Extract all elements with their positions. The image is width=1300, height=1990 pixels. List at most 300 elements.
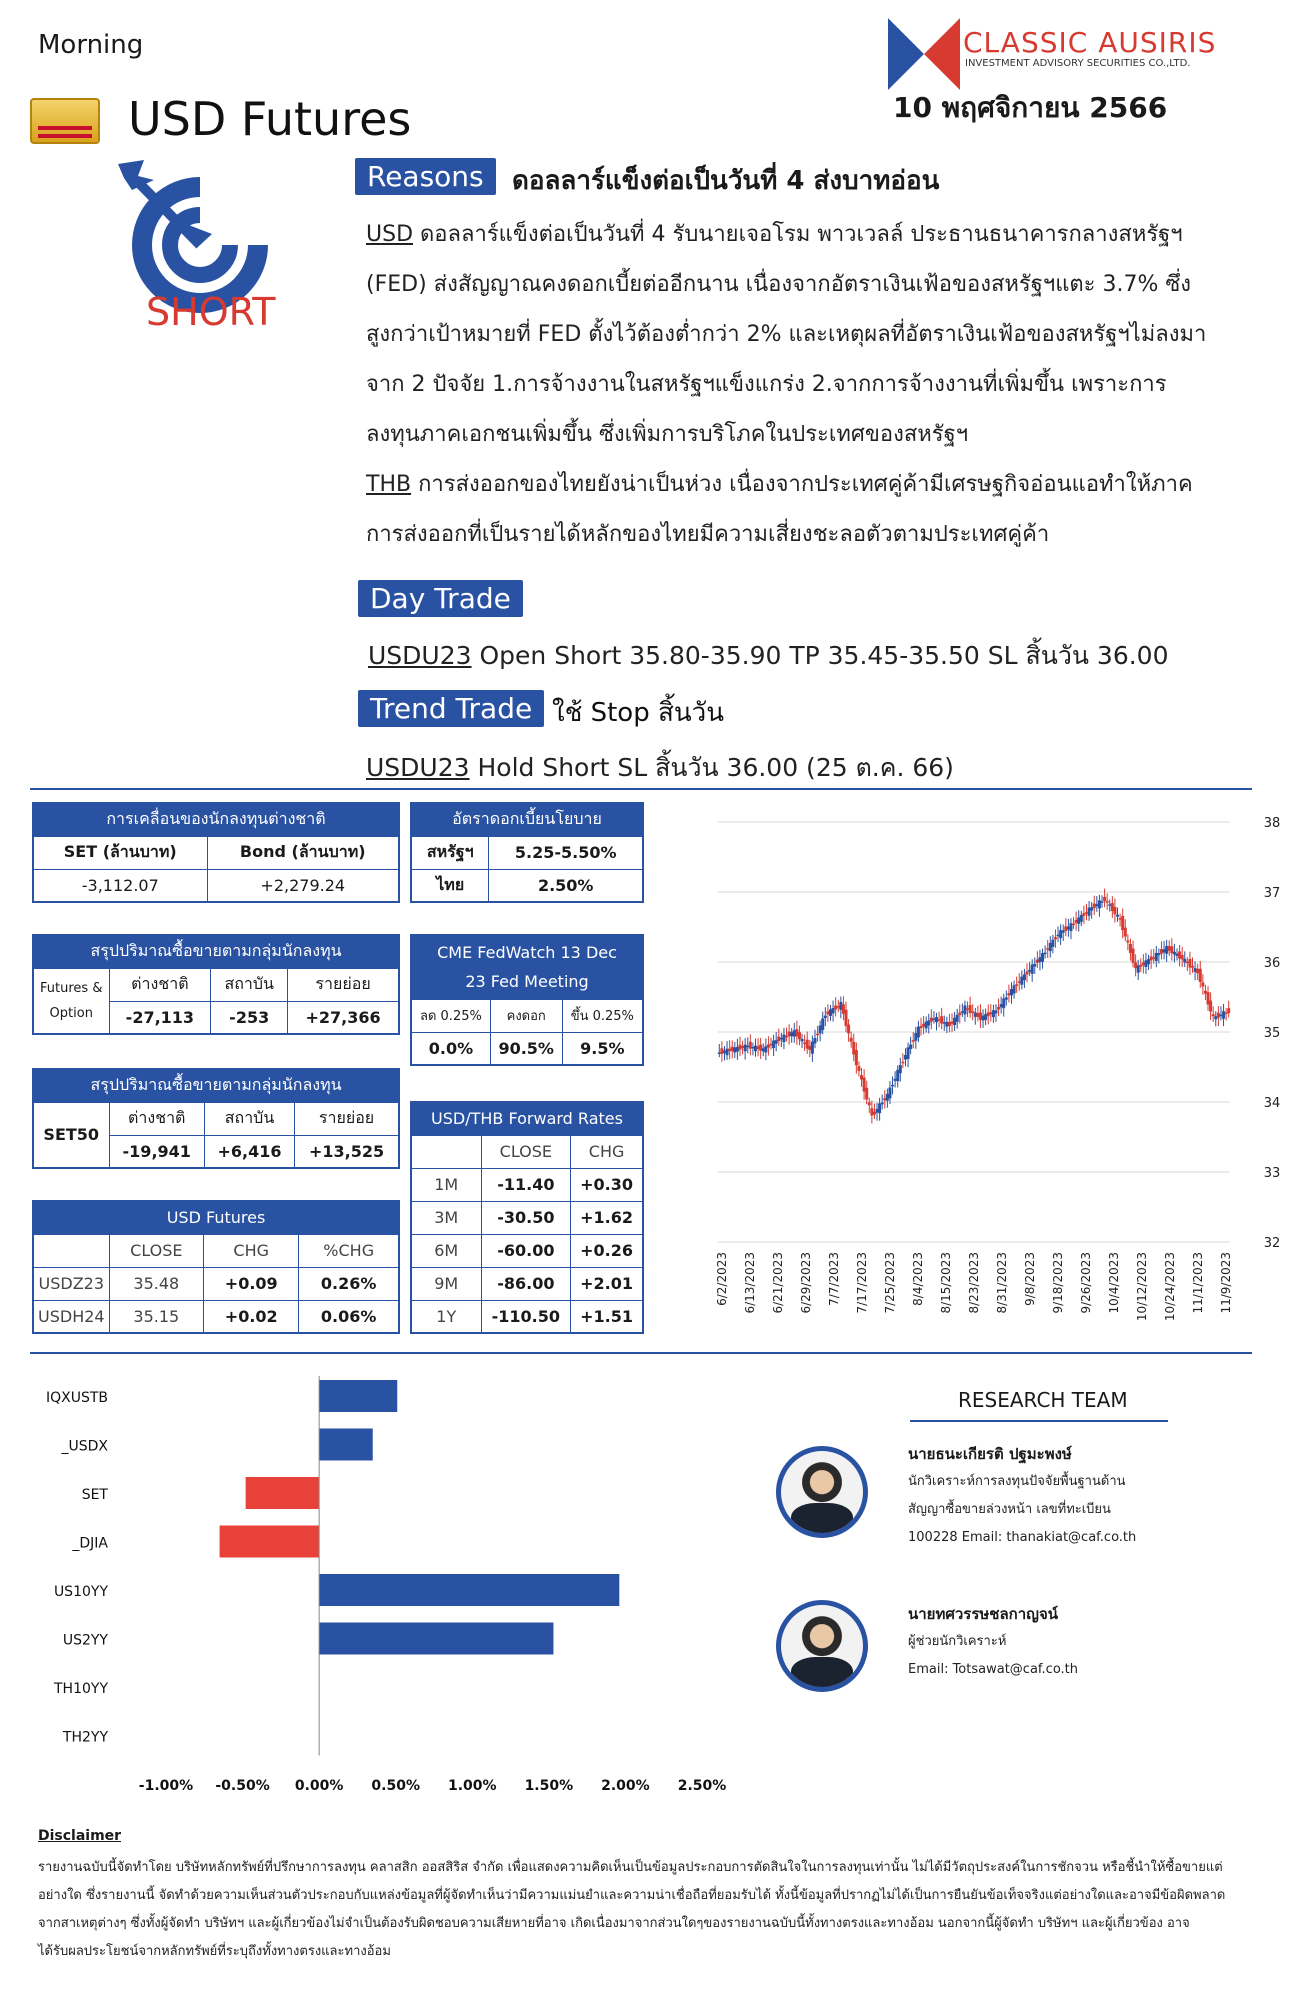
- candle-body: [726, 1049, 729, 1055]
- x-tick-label: 1.50%: [524, 1778, 574, 1794]
- candle-body: [899, 1065, 902, 1073]
- candle-body: [795, 1029, 798, 1036]
- candle-body: [1199, 969, 1202, 982]
- candle-body: [1225, 1013, 1228, 1015]
- member-name: นายธนะเกียรติ ปฐมะพงษ์: [908, 1445, 1072, 1463]
- candle-body: [772, 1041, 775, 1048]
- candle-body: [979, 1013, 982, 1020]
- candle-body: [873, 1112, 876, 1115]
- candle-body: [886, 1094, 889, 1101]
- candle-body: [1201, 982, 1204, 986]
- candle-body: [1036, 960, 1039, 963]
- candle-body: [1134, 962, 1137, 968]
- x-tick-label: 11/9/2023: [1219, 1252, 1233, 1314]
- set50-v-retail: +13,525: [295, 1135, 399, 1168]
- candle-body: [951, 1022, 954, 1024]
- x-tick-label: 10/4/2023: [1107, 1252, 1121, 1314]
- candle-body: [1015, 984, 1018, 986]
- set50-h-retail: รายย่อย: [295, 1102, 399, 1135]
- candle-body: [1054, 937, 1057, 939]
- candle-body: [803, 1043, 806, 1045]
- candle-body: [770, 1044, 773, 1046]
- policy-rate-us-value: 5.25-5.50%: [489, 836, 643, 869]
- table-row: USDH24 35.15 +0.02 0.06%: [33, 1300, 399, 1333]
- x-tick-label: -0.50%: [215, 1778, 270, 1794]
- x-tick-label: 8/31/2023: [995, 1252, 1009, 1314]
- thb-text-2: การส่งออกที่เป็นรายได้หลักของไทยมีความเสี่ยงชะลอตัวตามประเทศคู่ค้า: [366, 522, 1050, 547]
- candle-body: [1106, 901, 1109, 903]
- research-team-title: RESEARCH TEAM: [958, 1388, 1128, 1412]
- candle-body: [994, 1010, 997, 1013]
- y-tick-label: 37: [1263, 886, 1281, 901]
- candle-body: [1020, 977, 1023, 985]
- set50-h-inst: สถาบัน: [204, 1102, 294, 1135]
- candle-body: [1144, 960, 1147, 967]
- x-tick-label: 7/25/2023: [883, 1252, 897, 1314]
- candle-body: [1188, 959, 1191, 968]
- bar: [319, 1623, 553, 1655]
- candle-body: [824, 1016, 827, 1018]
- candle-body: [1186, 962, 1189, 964]
- candle-body: [1095, 904, 1098, 906]
- category-label: TH10YY: [54, 1681, 108, 1697]
- candle-body: [1124, 928, 1127, 937]
- candle-body: [1160, 949, 1163, 954]
- futures-investor-v-inst: -253: [211, 1001, 288, 1034]
- candle-body: [842, 1004, 845, 1013]
- divider-middle: [30, 1352, 1252, 1354]
- brand-logo-icon: [888, 18, 960, 90]
- candle-body: [953, 1018, 956, 1025]
- futures-investor-table: [32, 934, 400, 1035]
- foreign-flow-set-value: -3,112.07: [33, 869, 207, 902]
- candle-body: [1175, 954, 1178, 956]
- candle-body: [785, 1036, 788, 1038]
- candle-body: [829, 1009, 832, 1015]
- candle-body: [798, 1032, 801, 1039]
- candle-body: [850, 1038, 853, 1042]
- candle-body: [744, 1045, 747, 1052]
- candle-body: [808, 1046, 811, 1050]
- candle-body: [940, 1016, 943, 1023]
- candle-body: [1227, 1008, 1230, 1013]
- fedwatch-table: [410, 934, 644, 1066]
- x-tick-label: 8/23/2023: [967, 1252, 981, 1314]
- candle-body: [1108, 904, 1111, 906]
- candle-body: [788, 1032, 791, 1037]
- candle-body: [1013, 985, 1016, 993]
- set50-v-foreign: -19,941: [109, 1135, 204, 1168]
- candle-body: [914, 1033, 917, 1041]
- member-info: ผู้ช่วยนักวิเคราะห์ Email: Totsawat@caf.co.th: [908, 1634, 1079, 1677]
- policy-rate-us-label: สหรัฐฯ: [411, 836, 489, 869]
- set50-h-foreign: ต่างชาติ: [109, 1102, 204, 1135]
- usd-futures-h-close: CLOSE: [109, 1234, 204, 1267]
- candle-body: [1000, 1004, 1003, 1007]
- candle-body: [938, 1019, 941, 1021]
- candle-body: [963, 1005, 966, 1014]
- candle-body: [837, 1006, 840, 1008]
- candle-body: [974, 1012, 977, 1016]
- candle-body: [987, 1012, 990, 1016]
- candle-body: [855, 1050, 858, 1065]
- candle-body: [969, 1005, 972, 1013]
- candle-body: [943, 1022, 946, 1024]
- candle-body: [1023, 974, 1026, 980]
- x-tick-label: 9/26/2023: [1079, 1252, 1093, 1314]
- candle-body: [1038, 957, 1041, 962]
- candle-body: [1139, 965, 1142, 967]
- candle-body: [1209, 1001, 1212, 1012]
- x-tick-label: -1.00%: [138, 1778, 194, 1794]
- forward-rates-h-close: CLOSE: [481, 1135, 571, 1168]
- candle-body: [989, 1012, 992, 1014]
- candle-body: [1059, 930, 1062, 938]
- y-tick-label: 34: [1263, 1096, 1281, 1111]
- candle-body: [790, 1032, 793, 1036]
- candle-body: [1075, 920, 1078, 923]
- candle-body: [912, 1040, 915, 1042]
- candle-body: [762, 1048, 765, 1051]
- candle-body: [733, 1047, 736, 1052]
- candle-body: [1212, 1014, 1215, 1016]
- session-label: Morning: [38, 30, 144, 60]
- futures-investor-v-foreign: -27,113: [109, 1001, 211, 1034]
- usd-futures-table: [32, 1200, 400, 1334]
- research-team-underline: [910, 1420, 1168, 1422]
- candle-body: [878, 1103, 881, 1113]
- x-tick-label: 0.50%: [371, 1778, 421, 1794]
- x-tick-label: 7/7/2023: [827, 1252, 841, 1306]
- change-bar-chart: [30, 1370, 750, 1810]
- candle-body: [922, 1024, 925, 1027]
- bar: [319, 1429, 373, 1461]
- disclaimer-title: Disclaimer: [38, 1828, 122, 1844]
- candle-body: [1163, 949, 1166, 952]
- candle-body: [1137, 965, 1140, 972]
- day-trade-text: Open Short 35.80-35.90 TP 35.45-35.50 SL สิ้นวัน 36.00: [479, 641, 1169, 670]
- candle-body: [1165, 946, 1168, 954]
- candle-body: [1181, 955, 1184, 959]
- candle-body: [1018, 981, 1021, 983]
- candle-body: [1067, 927, 1070, 930]
- usd-text-3: สูงกว่าเป้าหมายที่ FED ตั้งไว้ต้องต่ำกว่า 2% และเหตุผลที่อัตราเงินเฟ้อของสหรัฐฯไม่ลงมา: [366, 322, 1207, 347]
- futures-investor-label: Futures & Option: [33, 968, 109, 1034]
- member-info: นักวิเคราะห์การลงทุนปัจจัยพื้นฐานด้าน สัญญาซื้อขายล่วงหน้า เลขที่ทะเบียน 100228 Email: thanakiat@caf.co.th: [908, 1474, 1137, 1545]
- table-row: 1M -11.40 +0.30: [411, 1168, 643, 1201]
- category-label: TH2YY: [62, 1729, 108, 1746]
- candle-body: [956, 1015, 959, 1022]
- x-tick-label: 6/29/2023: [799, 1252, 813, 1314]
- category-label: US2YY: [62, 1632, 108, 1649]
- candle-body: [821, 1018, 824, 1029]
- candle-body: [1214, 1016, 1217, 1019]
- y-tick-label: 33: [1263, 1166, 1281, 1181]
- candle-body: [746, 1046, 749, 1048]
- candle-body: [1222, 1011, 1225, 1018]
- forward-rates-h-chg: CHG: [571, 1135, 643, 1168]
- candle-body: [1069, 923, 1072, 931]
- thb-key: THB: [366, 472, 412, 497]
- candle-body: [720, 1048, 723, 1054]
- foreign-flow-title: การเคลื่อนของนักลงทุนต่างชาติ: [33, 803, 399, 836]
- candle-body: [971, 1011, 974, 1013]
- candle-body: [1126, 941, 1129, 943]
- candle-body: [1219, 1015, 1222, 1017]
- x-tick-label: 6/2/2023: [715, 1252, 729, 1306]
- x-tick-label: 10/12/2023: [1135, 1252, 1149, 1322]
- futures-investor-v-retail: +27,366: [288, 1001, 399, 1034]
- foreign-flow-table: [32, 802, 400, 903]
- candle-body: [1207, 992, 1210, 1004]
- foreign-flow-col-set: SET (ล้านบาท): [33, 836, 207, 869]
- x-tick-label: 6/21/2023: [771, 1252, 785, 1314]
- candle-body: [775, 1040, 778, 1044]
- candle-body: [826, 1011, 829, 1014]
- candle-body: [793, 1030, 796, 1036]
- candle-body: [901, 1062, 904, 1064]
- day-trade-tag: Day Trade: [358, 580, 523, 617]
- futures-investor-h-inst: สถาบัน: [211, 968, 288, 1001]
- candle-body: [764, 1046, 767, 1052]
- x-tick-label: 10/24/2023: [1163, 1252, 1177, 1322]
- candle-body: [1168, 946, 1171, 951]
- candle-body: [868, 1102, 871, 1105]
- candle-body: [932, 1019, 935, 1021]
- policy-rate-table: [410, 802, 644, 903]
- candle-body: [1150, 956, 1153, 960]
- fedwatch-title: CME FedWatch 13 Dec 23 Fed Meeting: [411, 935, 643, 999]
- candle-body: [736, 1047, 739, 1051]
- signal-label: SHORT: [146, 290, 276, 334]
- reasons-tag: Reasons: [355, 158, 496, 195]
- candle-body: [738, 1045, 741, 1050]
- x-tick-label: 8/4/2023: [911, 1252, 925, 1306]
- fedwatch-v-hike: 9.5%: [562, 1032, 643, 1065]
- candle-body: [894, 1079, 897, 1081]
- usd-futures-title: USD Futures: [33, 1201, 399, 1234]
- candle-body: [1155, 953, 1158, 961]
- candle-body: [1217, 1013, 1220, 1018]
- candle-body: [1183, 959, 1186, 963]
- candle-body: [857, 1066, 860, 1071]
- candle-body: [767, 1045, 770, 1048]
- candle-body: [958, 1013, 961, 1015]
- candle-body: [1204, 991, 1207, 994]
- x-tick-label: 6/13/2023: [743, 1252, 757, 1314]
- futures-investor-h-foreign: ต่างชาติ: [109, 968, 211, 1001]
- candle-body: [1031, 965, 1034, 974]
- candle-body: [919, 1026, 922, 1028]
- candle-body: [1033, 964, 1036, 967]
- usd-futures-candlestick-chart: [700, 800, 1300, 1360]
- set50-v-inst: +6,416: [204, 1135, 294, 1168]
- candle-body: [834, 1006, 837, 1010]
- day-trade-symbol: USDU23: [368, 641, 472, 670]
- set50-investor-title: สรุปปริมาณซื้อขายตามกลุ่มนักลงทุน: [33, 1069, 399, 1102]
- candle-body: [925, 1022, 928, 1029]
- candle-body: [1085, 912, 1088, 914]
- candle-body: [1121, 916, 1124, 930]
- x-tick-label: 2.50%: [677, 1778, 727, 1794]
- candle-body: [982, 1016, 985, 1021]
- candle-body: [1142, 962, 1145, 965]
- candle-body: [997, 1007, 1000, 1010]
- candle-body: [904, 1055, 907, 1059]
- candle-body: [847, 1025, 850, 1034]
- set50-investor-table: [32, 1068, 400, 1169]
- candle-body: [891, 1085, 894, 1087]
- x-tick-label: 0.00%: [294, 1778, 344, 1794]
- category-label: _DJIA: [72, 1535, 108, 1552]
- category-label: _USDX: [61, 1438, 108, 1455]
- y-tick-label: 36: [1263, 956, 1281, 971]
- candle-body: [816, 1034, 819, 1036]
- reasons-title: ดอลลาร์แข็งต่อเป็นวันที่ 4 ส่งบาทอ่อน: [512, 166, 940, 196]
- candle-body: [1007, 993, 1010, 995]
- y-tick-label: 32: [1263, 1236, 1281, 1251]
- x-tick-label: 7/17/2023: [855, 1252, 869, 1314]
- trend-trade-text: Hold Short SL สิ้นวัน 36.00 (25 ต.ค. 66): [477, 753, 954, 782]
- candle-body: [1119, 918, 1122, 920]
- usd-text-4: จาก 2 ปัจจัย 1.การจ้างงานในสหรัฐฯแข็งแกร่ง 2.จากการจ้างงานที่เพิ่มขึ้น เพราะการ: [366, 372, 1167, 397]
- table-row: 9M -86.00 +2.01: [411, 1267, 643, 1300]
- usd-text-5: ลงทุนภาคเอกชนเพิ่มขึ้น ซึ่งเพิ่มการบริโภคในประเทศของสหรัฐฯ: [366, 422, 969, 447]
- trend-trade-line: [366, 748, 954, 788]
- candle-body: [780, 1038, 783, 1040]
- candle-body: [865, 1088, 868, 1100]
- candle-body: [1194, 968, 1197, 972]
- candle-body: [1178, 951, 1181, 958]
- category-label: US10YY: [53, 1584, 108, 1600]
- candle-body: [845, 1010, 848, 1026]
- usd-text-1: ดอลลาร์แข็งต่อเป็นวันที่ 4 รับนายเจอโรม พาวเวลล์ ประธานธนาคารกลางสหรัฐฯ: [420, 222, 1183, 247]
- candle-body: [896, 1070, 899, 1081]
- candle-body: [948, 1022, 951, 1026]
- candle-body: [876, 1109, 879, 1113]
- foreign-flow-col-bond: Bond (ล้านบาท): [207, 836, 399, 869]
- table-row: 1Y -110.50 +1.51: [411, 1300, 643, 1333]
- y-tick-label: 38: [1263, 816, 1281, 831]
- table-row: 6M -60.00 +0.26: [411, 1234, 643, 1267]
- candle-body: [1002, 998, 1005, 1008]
- candle-body: [863, 1078, 866, 1092]
- candle-body: [888, 1088, 891, 1099]
- x-tick-label: 9/8/2023: [1023, 1252, 1037, 1306]
- futures-investor-h-retail: รายย่อย: [288, 968, 399, 1001]
- avatar: [776, 1600, 868, 1692]
- candle-body: [1041, 953, 1044, 962]
- candle-body: [917, 1027, 920, 1038]
- candle-body: [1062, 930, 1065, 932]
- usd-key: USD: [366, 222, 414, 247]
- candle-body: [1152, 957, 1155, 959]
- candle-body: [1010, 989, 1013, 995]
- candle-body: [1098, 900, 1101, 908]
- foreign-flow-bond-value: +2,279.24: [207, 869, 399, 902]
- candle-body: [1049, 943, 1052, 951]
- candle-body: [1173, 952, 1176, 955]
- candle-body: [1044, 953, 1047, 955]
- candle-body: [1191, 966, 1194, 968]
- candle-body: [1101, 901, 1104, 903]
- candle-body: [1080, 915, 1083, 922]
- policy-rate-th-label: ไทย: [411, 869, 489, 902]
- candle-body: [1132, 949, 1135, 963]
- fedwatch-v-hold: 90.5%: [490, 1032, 562, 1065]
- candle-body: [782, 1035, 785, 1042]
- candle-body: [852, 1042, 855, 1055]
- candle-body: [811, 1042, 814, 1054]
- candle-body: [1077, 918, 1080, 924]
- candle-body: [1064, 926, 1067, 931]
- x-tick-label: 2.00%: [601, 1778, 650, 1794]
- page-title: USD Futures: [128, 92, 412, 146]
- member-name: นายทศวรรษชลกาญจน์: [908, 1605, 1058, 1623]
- candle-body: [1116, 915, 1119, 917]
- candle-body: [870, 1108, 873, 1115]
- x-tick-label: 8/15/2023: [939, 1252, 953, 1314]
- candle-body: [1072, 924, 1075, 926]
- candle-body: [1082, 913, 1085, 916]
- disclaimer-body: รายงานฉบับนี้จัดทำโดย บริษัทหลักทรัพย์ที่ปรึกษาการลงทุน คลาสสิก ออสสิริส จำกัด เพื่อแสดงความคิดเห็นเป็นข้อมูลประกอบการตัดสินใจในการลงทุนเท่านั้น ไม่ได้มีวัตถุประสงค์ในการชักจวน หรือชี้นำให้ซื้อขายแต่ อย่างใด ซึ่งรายงานนี้ จัดทำด้วยความเห็นส่วนตัวประกอบกับแหล่งข้อมูลที่ผู้จัดทำเห็นว่ามีความแม่นยำและความน่าเชื่อถือที่ยอมรับได้ ทั้งนี้ข้อมูลที่ปรากฏไม่ได้เป็นการยืนยันข้อเท็จจริงแต่อย่างใดและอาจมีข้อผิดพลาด จากสาเหตุต่างๆ ซึ่งทั้งผู้จัดทำ บริษัทฯ และผู้เกี่ยวข้องไม่จำเป็นต้องรับผิดชอบความเสียหายที่อาจ เกิดเนื่องมาจากส่วนใดๆของรายงานฉบับนี้ทั้งทางตรงและทางอ้อม นอกจากนี้ผู้จัดทำ บริษัทฯ และผู้เกี่ยวข้อง อาจ ได้รับผลประโยชน์จากหลักทรัพย์ที่ระบุถึงทั้งทางตรงและทางอ้อม: [38, 1860, 1226, 1959]
- bar: [319, 1380, 397, 1412]
- candle-body: [1046, 948, 1049, 950]
- avatar: [776, 1446, 868, 1538]
- candle-body: [1111, 903, 1114, 911]
- candle-body: [728, 1049, 731, 1052]
- candle-body: [992, 1010, 995, 1017]
- candle-body: [927, 1020, 930, 1025]
- bar: [319, 1574, 619, 1606]
- usd-futures-h-pct: %CHG: [299, 1234, 399, 1267]
- candle-body: [1028, 970, 1031, 972]
- candle-body: [935, 1017, 938, 1022]
- fedwatch-h-hold: คงดอก: [490, 999, 562, 1032]
- brand-subtitle: INVESTMENT ADVISORY SECURITIES CO.,LTD.: [965, 58, 1191, 69]
- x-tick-label: 9/18/2023: [1051, 1252, 1065, 1314]
- category-label: IQXUSTB: [45, 1390, 108, 1406]
- candle-body: [984, 1014, 987, 1020]
- candle-body: [930, 1018, 933, 1022]
- trend-trade-tag: Trend Trade: [358, 690, 544, 727]
- candle-body: [1057, 935, 1060, 937]
- candle-body: [741, 1046, 744, 1048]
- candle-body: [801, 1039, 804, 1041]
- candle-body: [961, 1011, 964, 1013]
- candle-body: [723, 1051, 726, 1053]
- candle-body: [860, 1075, 863, 1079]
- brand-name: CLASSIC AUSIRIS: [963, 26, 1217, 59]
- usd-futures-h-chg: CHG: [204, 1234, 299, 1267]
- candle-body: [749, 1042, 752, 1049]
- candle-body: [1090, 907, 1093, 910]
- policy-rate-title: อัตราดอกเบี้ยนโยบาย: [411, 803, 643, 836]
- candle-body: [1147, 959, 1150, 964]
- x-tick-label: 1.00%: [447, 1778, 497, 1794]
- forward-rates-table: [410, 1101, 644, 1334]
- candle-body: [945, 1022, 948, 1027]
- trend-trade-symbol: USDU23: [366, 753, 470, 782]
- candle-body: [759, 1045, 762, 1051]
- candle-body: [839, 1002, 842, 1010]
- fedwatch-h-cut: ลด 0.25%: [411, 999, 490, 1032]
- bar: [246, 1477, 320, 1509]
- candle-body: [751, 1047, 754, 1049]
- candle-body: [1026, 971, 1029, 974]
- candle-body: [1005, 997, 1008, 999]
- candle-body: [1129, 944, 1132, 953]
